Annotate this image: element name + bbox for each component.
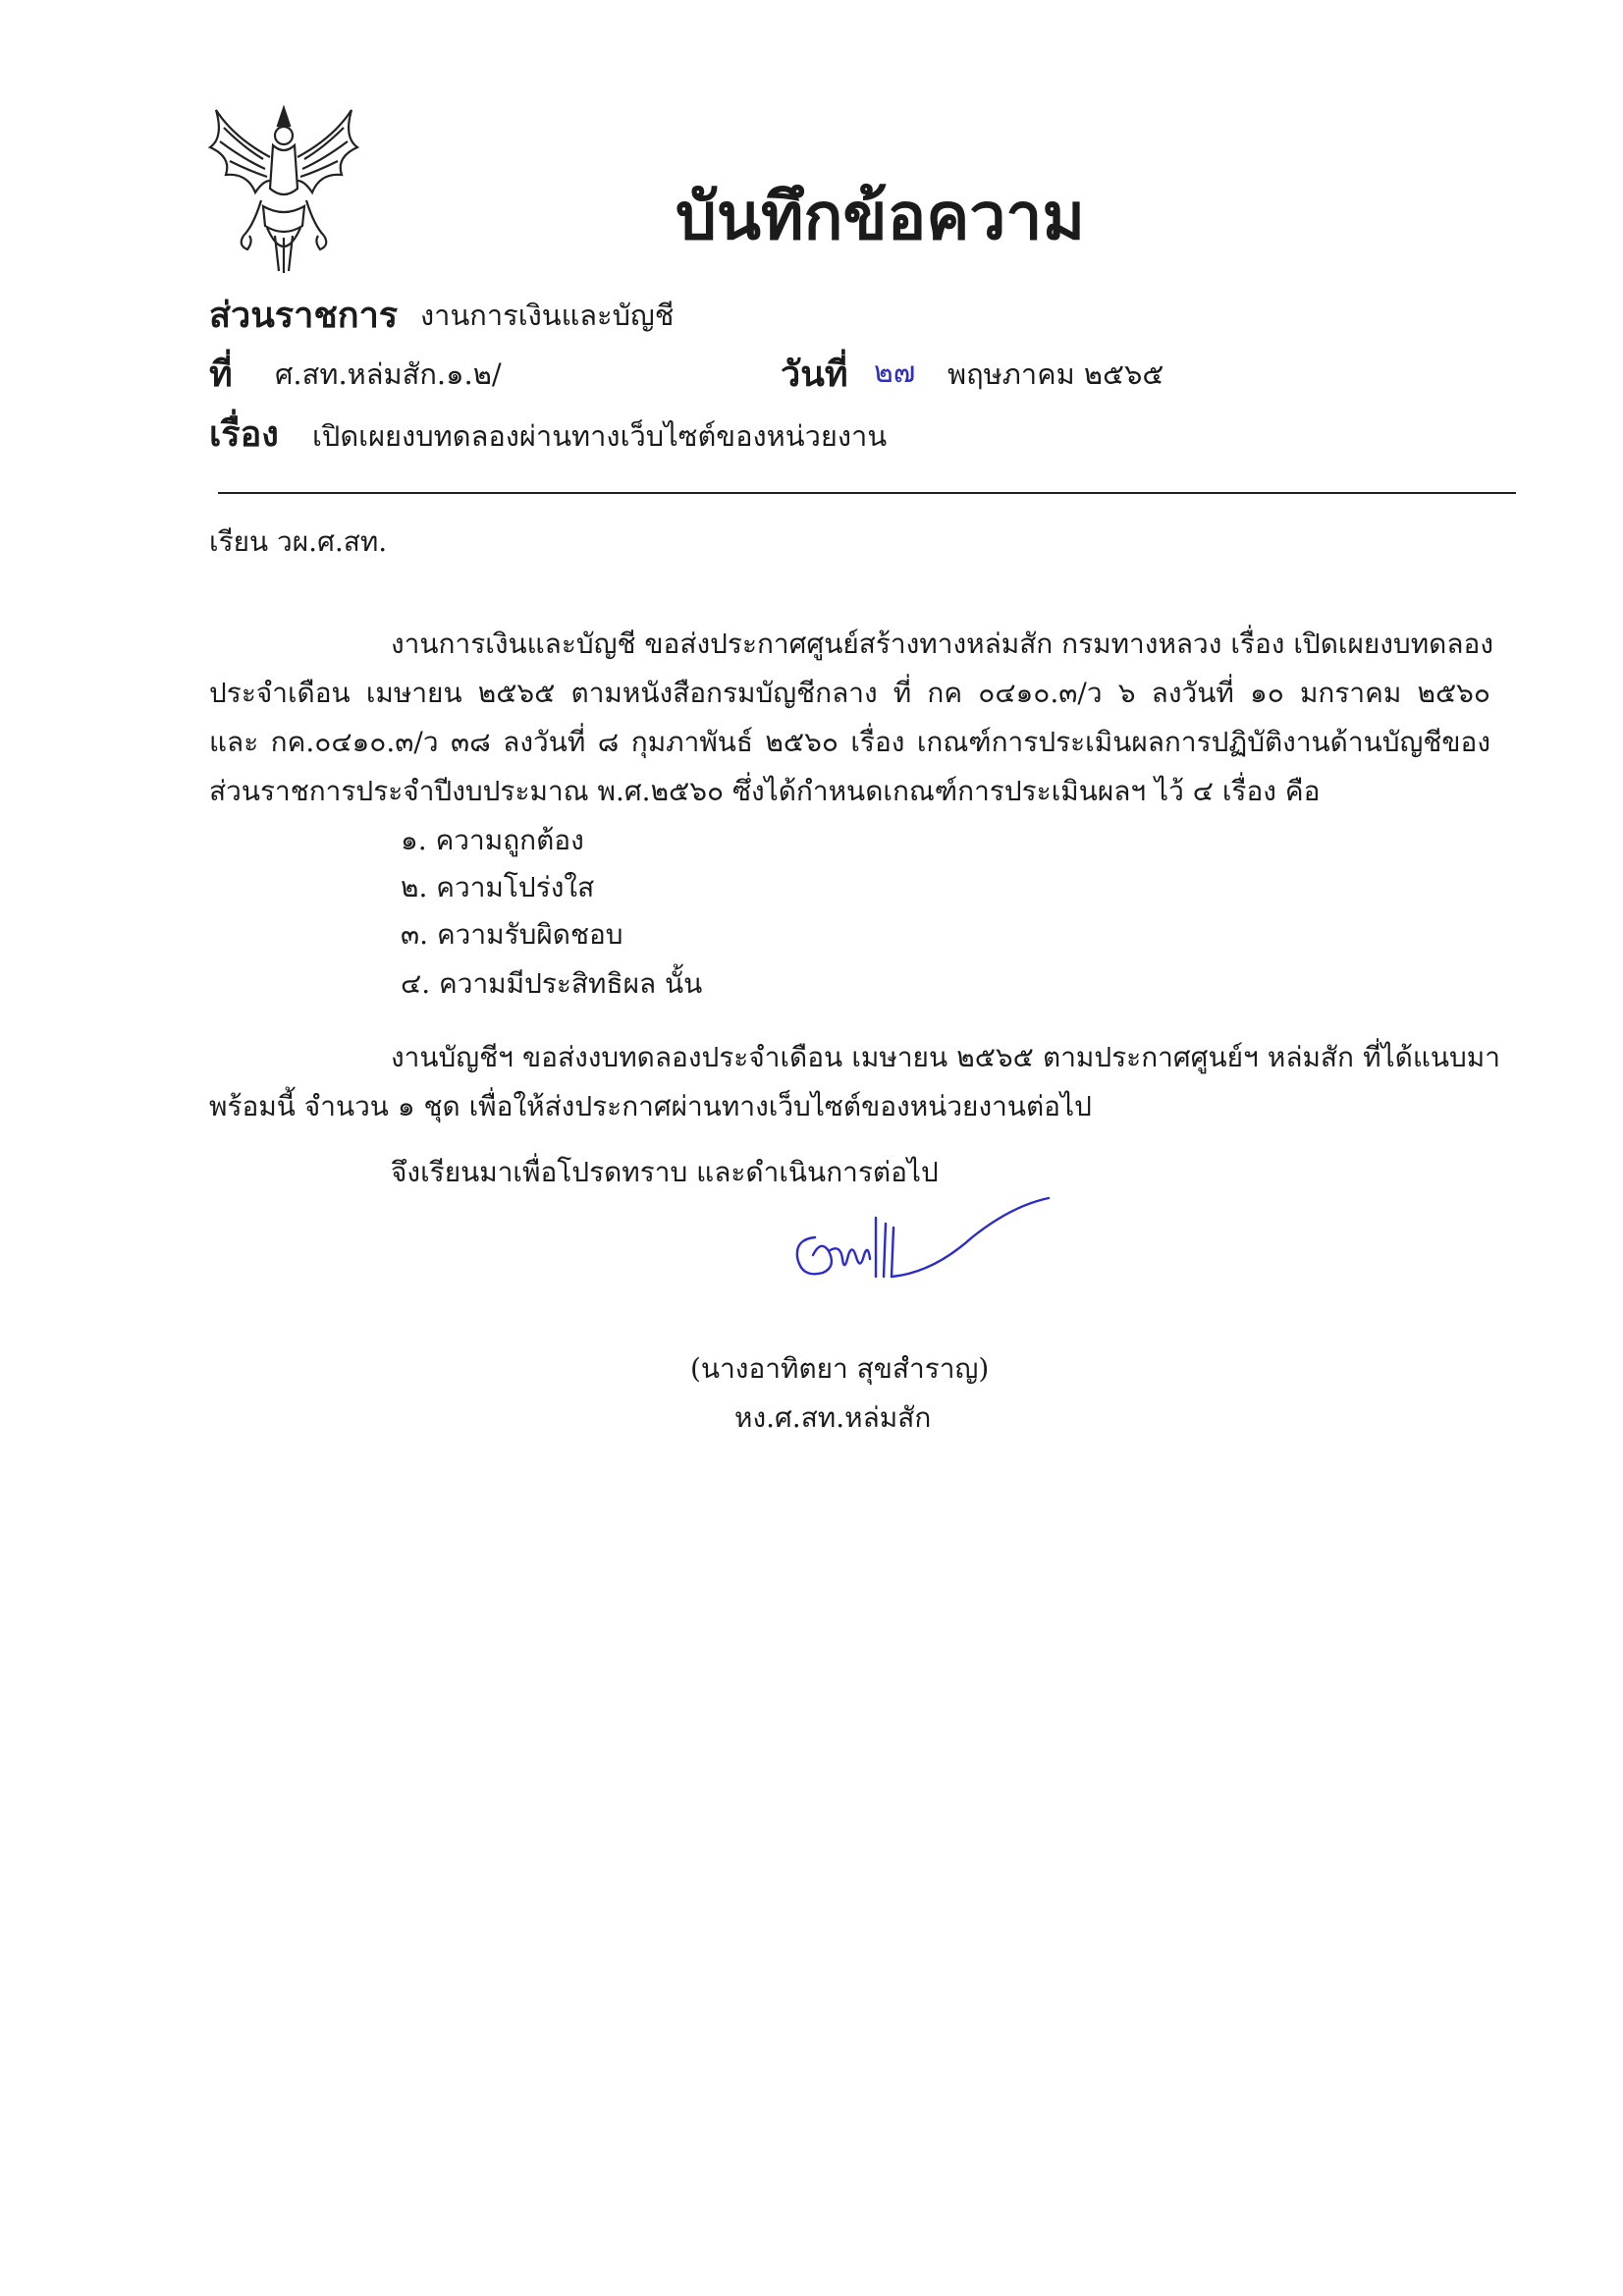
signature [785,1178,1060,1326]
division-value: งานการเงินและบัญชี [420,299,675,332]
subject-value: เปิดเผยงบทดลองผ่านทางเว็บไซต์ของหน่วยงาน [312,419,888,453]
signer-position: หง.ศ.สท.หล่มสัก [734,1401,932,1434]
memo-title: บันทึกข้อความ [675,178,1085,254]
para2-line2: พร้อมนี้ จำนวน ๑ ชุด เพื่อให้ส่งประกาศผ่านทางเว็บไซต์ของหน่วยงานต่อไป [209,1090,1092,1122]
para1-line1: งานการเงินและบัญชี ขอส่งประกาศศูนย์สร้างทางหล่มสัก กรมทางหลวง เรื่อง เปิดเผยงบทดลอง [391,628,1493,660]
date-day-handwritten: ๒๗ [874,356,916,389]
criteria-item: ๓. ความรับผิดชอบ [401,918,623,951]
signer-name: (นางอาทิตยา สุขสำราญ) [690,1352,990,1385]
subject-label: เรื่อง [209,413,279,455]
date-month-year: พฤษภาคม ๒๕๖๕ [947,357,1164,391]
para1-line3: และ กค.๐๔๑๐.๓/ว ๓๘ ลงวันที่ ๘ กุมภาพันธ์ ๒๕๖๐ เรื่อง เกณฑ์การประเมินผลการปฏิบัติงานด้านบัญชีของ [209,726,1490,758]
para1-line2: ประจำเดือน เมษายน ๒๕๖๕ ตามหนังสือกรมบัญชีกลาง ที่ กค ๐๔๑๐.๓/ว ๖ ลงวันที่ ๑๐ มกราคม ๒๕๖๐ [209,677,1490,709]
salutation: เรียน วผ.ศ.สท. [209,525,388,558]
criteria-item: ๔. ความมีประสิทธิผล นั้น [401,967,703,1000]
reference-number: ศ.สท.หล่มสัก.๑.๒/ [275,357,502,391]
para2-line1: งานบัญชีฯ ขอส่งงบทดลองประจำเดือน เมษายน ๒๕๖๕ ตามประกาศศูนย์ฯ หล่มสัก ที่ได้แนบมา [391,1041,1500,1073]
closing-line: จึงเรียนมาเพื่อโปรดทราบ และดำเนินการต่อไป [391,1156,939,1188]
criteria-item: ๒. ความโปร่งใส [401,871,595,903]
para1-line4: ส่วนราชการประจำปีงบประมาณ พ.ศ.๒๕๖๐ ซึ่งได้กำหนดเกณฑ์การประเมินผลฯ ไว้ ๔ เรื่อง คือ [209,775,1321,807]
header-rule [218,492,1516,494]
date-label: วันที่ [781,354,848,395]
criteria-item: ๑. ความถูกต้อง [401,824,584,856]
reference-label: ที่ [209,354,233,395]
division-label: ส่วนราชการ [209,295,399,336]
